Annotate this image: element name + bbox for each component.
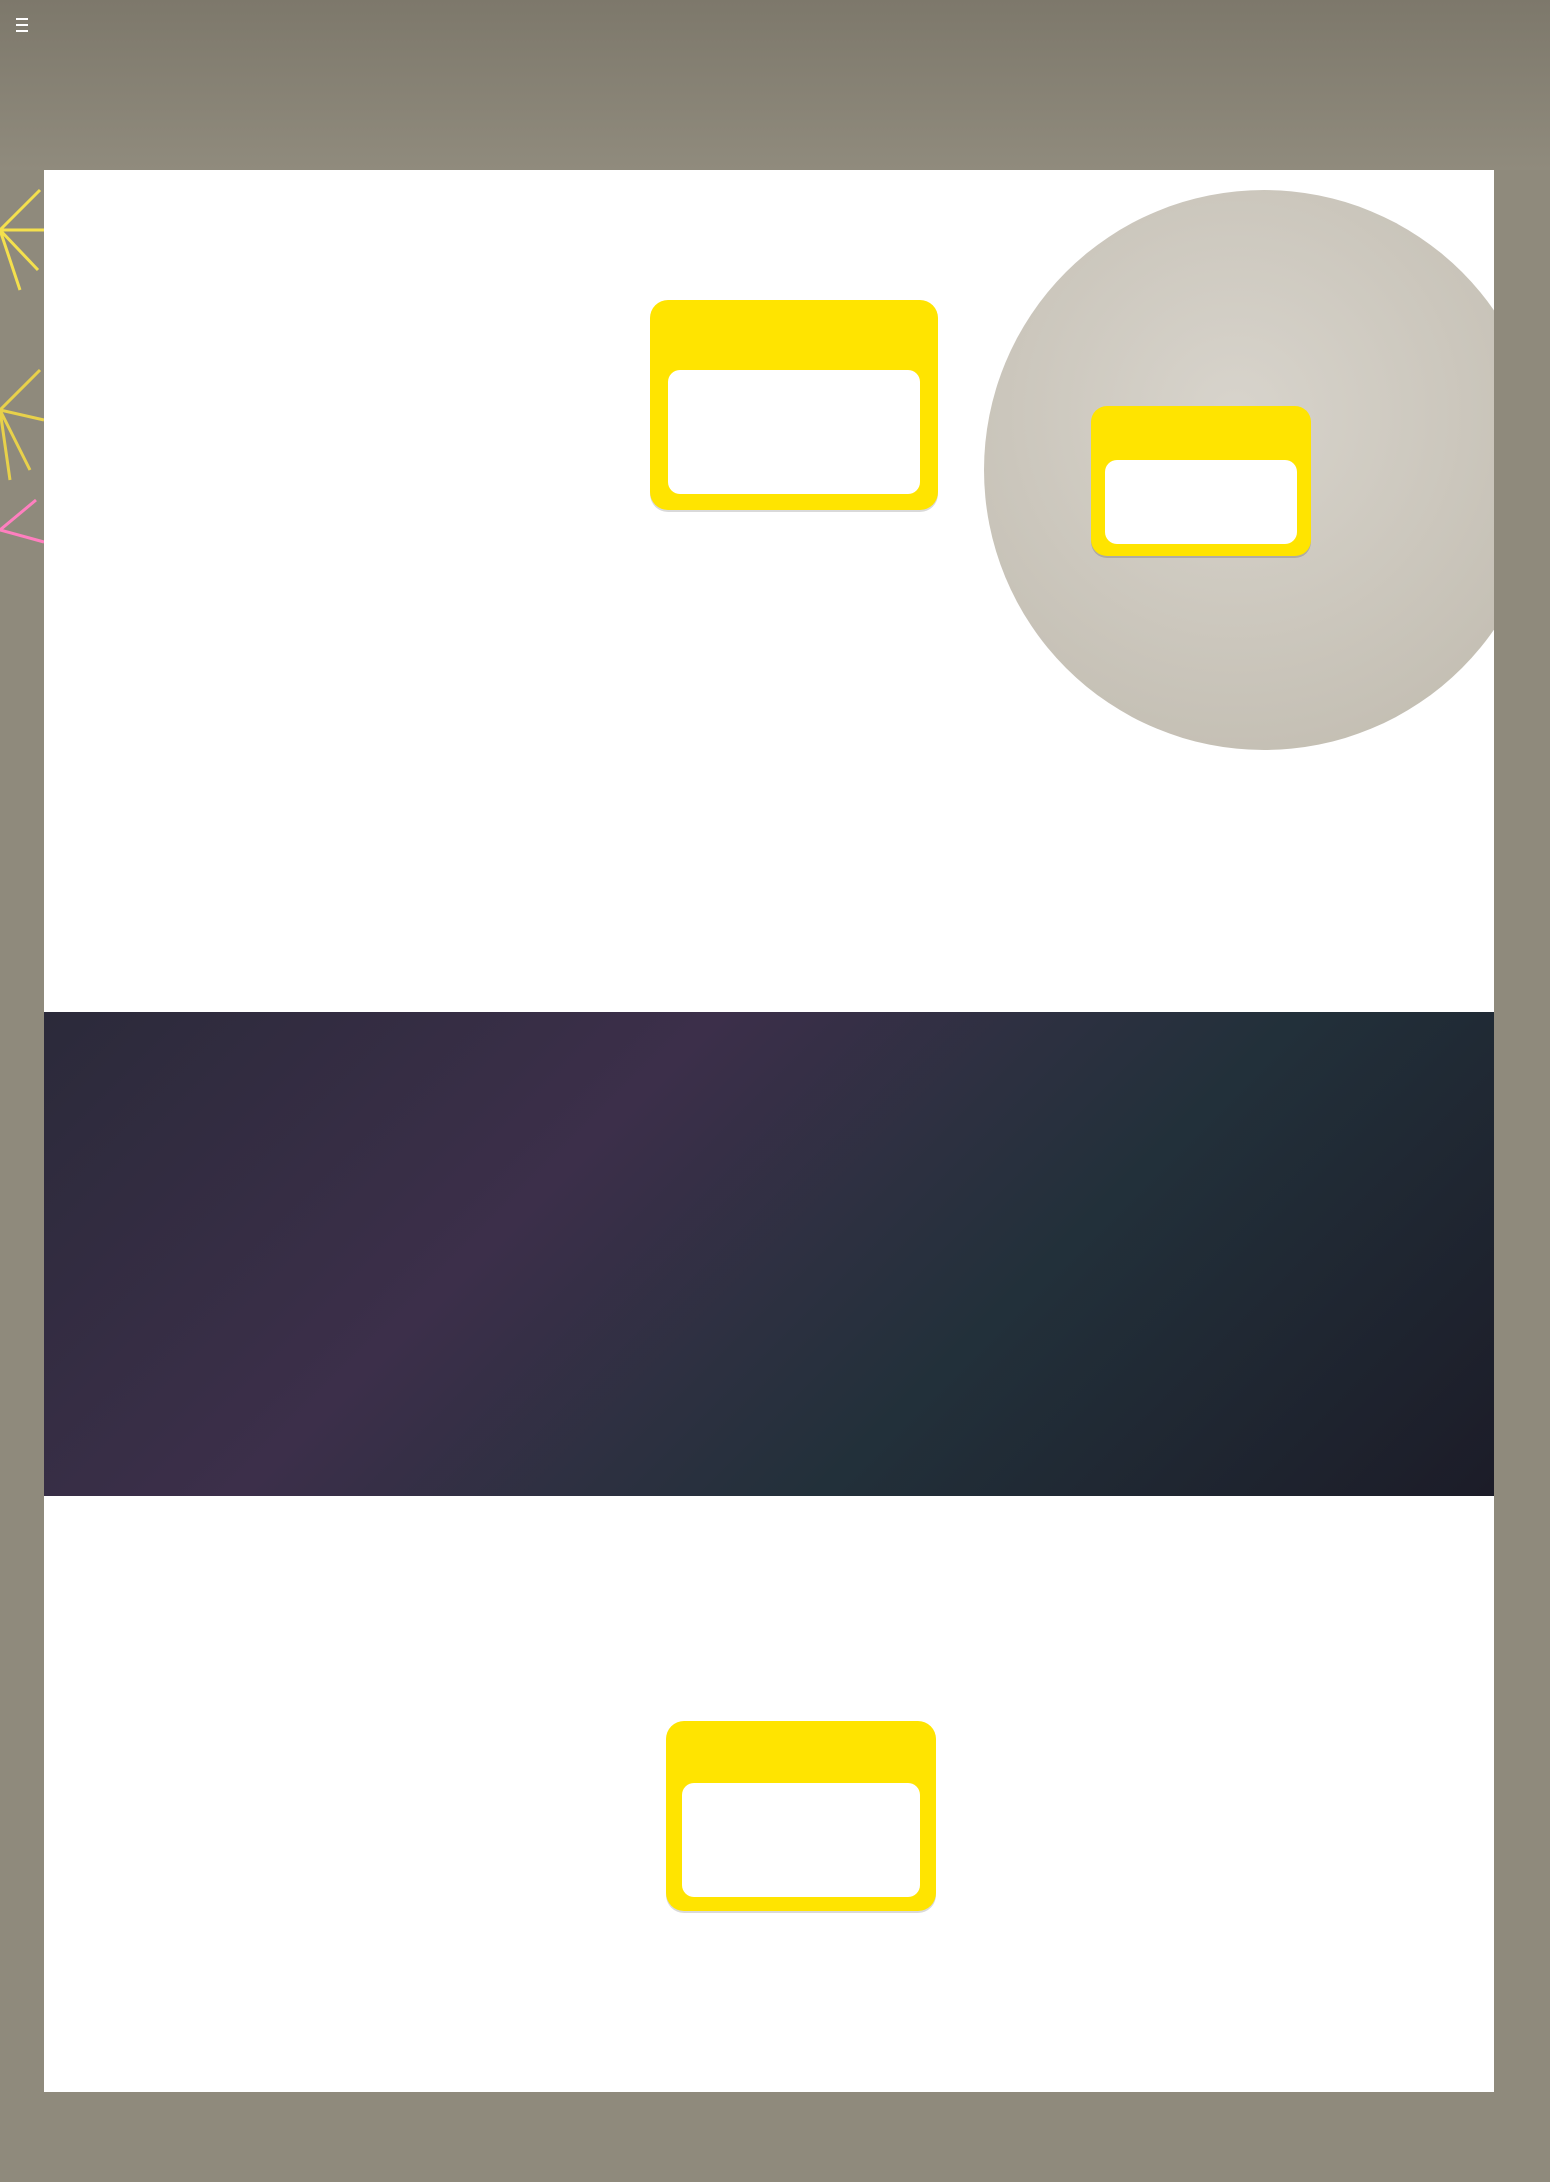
product-image-blue-balloon-silver <box>564 795 884 975</box>
price-value <box>682 1783 920 1897</box>
fireworks-header-band <box>0 0 1550 170</box>
party-confetti-photo <box>44 1012 1494 1496</box>
traekbomber-panel <box>44 170 1494 1012</box>
fireworks-decoration <box>0 0 1550 170</box>
price-value <box>668 370 920 494</box>
product-image-cracker-blue-balloon-silver <box>44 1866 464 2092</box>
product-image-cracker-fireworks-pink <box>1064 1906 1484 2092</box>
menu-icon[interactable] <box>16 18 28 32</box>
knallerter-panel <box>44 1496 1494 2092</box>
product-image-nordic-silver <box>1174 770 1494 970</box>
badge-price <box>1105 460 1297 544</box>
product-image-cracker-silver <box>220 1626 660 1876</box>
50-pak-price-box <box>1091 406 1311 556</box>
frit-valg-price-box <box>650 300 938 510</box>
product-image-fireworks-pink <box>224 560 564 740</box>
confetti-photo-illustration <box>44 1012 1494 1496</box>
product-image-blue-balloon-gold <box>274 790 594 970</box>
side-fireworks-decoration <box>0 170 44 590</box>
4-pak-price-box <box>666 1721 936 1911</box>
